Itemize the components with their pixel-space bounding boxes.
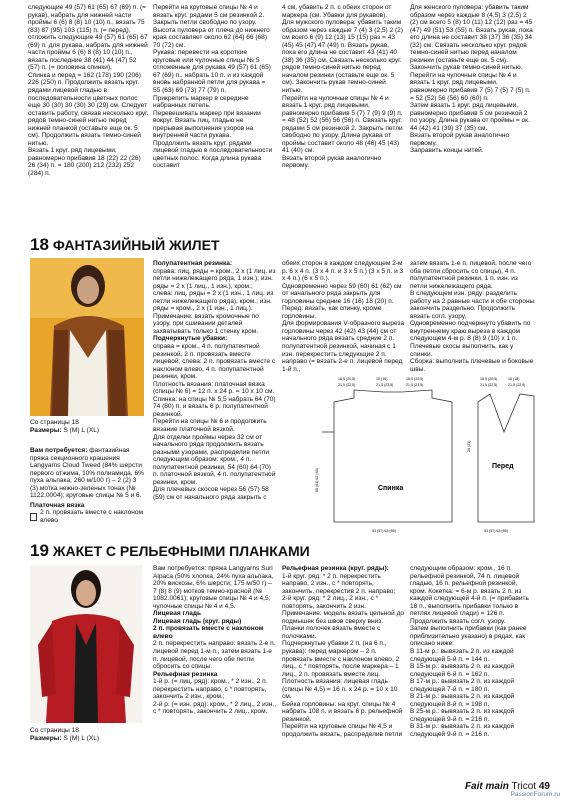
- paragraph: В 25-м р.: вывязать 2 п. из каждой следующей 9-й п. = 216 п.: [410, 708, 515, 723]
- see-page-text: Со страницы 18: [30, 727, 79, 734]
- needs-text: фантазийная пряжа секционного крашения Langyarns Cloud Tweed (84% шерсти первого отжима, 10% полиамида, 6% пуха альпака; 260 м/100 г) – 2 (2) 3 (3) мотка нежно-зеленых тонах (№ 1122.0004); круговые спицы № 5 и 6.: [30, 447, 144, 500]
- dim-label: 21,5 (22,5): [338, 383, 356, 387]
- vest-model-image: [30, 258, 144, 416]
- paragraph: Заправить концы нитей.: [410, 147, 484, 155]
- section-18-heading: [30, 237, 220, 253]
- dim-label: 18,5 (20,5): [406, 377, 424, 381]
- paragraph: Перейти на круговые спицы № 4,5 и продолжить вязать, распределив петли: [282, 723, 403, 739]
- paragraph: Вязать второй рукав аналогично первому.: [282, 154, 382, 170]
- jacket-model-image: [30, 565, 142, 723]
- paragraph: Для отделки проймы через 32 см от начального ряда продолжить вязать разными узорами, распределив петли следующим образом: кром., 4 п. полупатентной резинки, 54 (60) 64 (70) п. платочной вязкой, 4 п. полупатентной резинки, кром.: [153, 433, 276, 486]
- dim-label: 60 (61) 62 (63): [315, 468, 319, 492]
- vest-column-4: [410, 260, 535, 373]
- section-19-heading: [30, 543, 310, 559]
- watermark: PassionForum.ru: [510, 791, 560, 798]
- vest-column-3: [282, 260, 406, 373]
- paragraph: Для формирования V-образного выреза горловины через 42 (42) 43 (44) см от начального ряда вязать средние 2 п. полупатентной резинкой, начиная с 1 изн. перекрестить следующие 2 п. направо (= вязать 2-е п. лицевой перед 1-й п.,: [282, 320, 405, 373]
- paragraph: Перейти на спицы № 6 и продолжить вязание платочной вязкой.: [153, 418, 267, 434]
- paragraph: Сборка: выполнить плечевые и боковые швы.: [410, 358, 534, 373]
- paragraph: Лицевая гладь: [153, 610, 202, 618]
- paragraph: Одновременно через 59 (60) 61 (62) см от начального ряда закрыть для горловины средние 16 (16) 18 (20) п.: [282, 282, 402, 305]
- dim-label: 21,5 (22,5): [480, 383, 498, 387]
- dim-label: 53 (57) 63 (66): [484, 529, 508, 533]
- sizes-label: Размеры:: [30, 735, 62, 742]
- paragraph: Вам потребуется: пряжа Langyarns Suri Alpaca (50% хлопка, 24% пуха альпака, 20% вискозы, 6% шерсти; 175 м/50 г) – 7 (8) 8 (9) мотков темно-красной (№ 1082.0061); круговые спицы № 4 и 4,5; чулочные спицы № 4 и 4,5.: [153, 565, 274, 610]
- jacket-column-3: [410, 565, 535, 739]
- vest-photo: [30, 258, 144, 416]
- paragraph: В 17-м р.: вывязать 2 п. из каждой следующей 7-й п. = 180 п.: [410, 678, 515, 693]
- sizes-label: Размеры:: [30, 427, 62, 434]
- paragraph: Для мужского пуловера: убавить таким образом через каждые 7 (4) 3 (2,5) 2 (2) см всего 6 (9) 12 (13) 15 (15) раз = 43 (45) 45 (47) 47 (49) п. Вязать рукав, пока его длина не составит 43 (41) 40 (38) 36 (35) см. Связать несколько круг. рядов темно-синей нитью перед началом резинки (оставьте еще ок. 5 см). Закончить рукав темно-синей нитью.: [282, 19, 403, 95]
- dim-label: 20 (21): [467, 440, 471, 452]
- needs-label: Вам потребуется:: [30, 447, 88, 454]
- top-column-1: [28, 4, 149, 178]
- paragraph: Перейти на чулочные спицы № 4 и вязать 1 круг. ряд лицевыми, равномерно прибавив 5 (7) 7 (9) 9 (9) п. = 48 (52) 52 (56) 56 (56) п. Связать круг. рядами 5 см резинкой 2. Закрыть петли свободно по узору. Длина рукава от проймы составит около 48 (46) 45 (43) 41 (40) см.: [282, 94, 403, 155]
- paragraph: Высота пуловера от плеча до нижнего края составляет около 62 (64) 66 (68) 70 (72) см.: [153, 26, 270, 49]
- paragraph: Для плечевых скосов через 56 (57) 58 (59) см от начального ряда закрыть с: [153, 486, 269, 501]
- top-column-2: [153, 4, 274, 170]
- paragraph: 4 см, убавить 2 п. с обеих сторон от маркера (см. Убавки для рукавов).: [282, 4, 392, 19]
- section-title: ЖАКЕТ С РЕЛЬЕФНЫМИ ПЛАНКАМИ: [52, 543, 310, 559]
- paragraph: 1-й круг. ряд: * 2 п. перекрестить направо, 2 изн., с * повторять, закончить, перекрестив 2 п. направо;: [282, 572, 396, 595]
- paragraph: Для женского пуловера: убавить таким образом через каждые 8 (4,5) 3 (2,5) 2 (2) см всего 5 (8) 10 (11) 12 (12) раз = 45 (47) 49 (51) 53 (55) п. Вязать рукав, пока его длина не составит 38 (37) 36 (35) 34 (32) см. Связать несколько круг. рядов темно-синей нитью перед началом резинки (оставьте еще ок. 5 см). Закончить рукав темно-синей нитью.: [410, 4, 533, 72]
- dim-label: 21,5 (23,5): [376, 383, 394, 387]
- paragraph: Перед: вязать, как спинку, кроме горловины.: [282, 305, 382, 320]
- paragraph: Перейти на чулочные спицы № 4 и вязать 1 круг. ряд лицевыми, равномерно прибавив 7 (5) 7 (5) 7 (5) п. = 52 (52) 56 (56) 60 (60) п.: [410, 71, 531, 102]
- paragraph: обеих сторон в каждом следующем 2-м р. 6 х 4 п. (3 х 4 п. и 3 х 5 п.) (3 х 5 п. и 3 х 4 п.) (6 х 5 п.).: [282, 260, 404, 283]
- paragraph: затем вязать 1-е п. лицевой, после чего оба петли сбросить со спицы), 4 п. полупатентной резинки, 1 п. изн. из петли нижележащего ряда.: [410, 260, 532, 290]
- paragraph: слева: лиц. ряды = 2 х (1 изн., 1 лиц. из петли нижележащего ряда), кром.; изн. ряды = кром., 2 х (1 изн., 1 лиц.).: [153, 290, 274, 313]
- paragraph: В 11-м р.: вывязать 2 п. из каждой следующей 5-й п. = 144 п.: [410, 648, 514, 663]
- dim-label: 21,5 (23,5): [406, 383, 424, 387]
- back-label: Спинка: [378, 485, 404, 492]
- vest-schematic: [282, 372, 536, 542]
- paragraph: Вязать второй рукав аналогично первому.: [410, 132, 510, 147]
- paragraph: следующие 49 (57) 61 (65) 67 (69) п. (= рукав), набрать для нижней части проймы 6 (6) 8 (8) 10 (10) п., вязать 75 (83) 87 (95) 103 (115) п. (= перед), отложить следующие 49 (57) 61 (65) 67 (69) п. для рукава, набрать для нижней части проймы 6 (6) 8 (8) 10 (10) п., вязать последние 38 (41) 44 (47) 52 (57) п. (= половина спинки).: [28, 4, 148, 72]
- paragraph: В 31-м р.: вывязать 2 п. из каждой следующей 9-й п. = 216 п.: [410, 723, 515, 739]
- legend-text: 2 п. провязать вместе с наклоном влево: [40, 509, 144, 524]
- paragraph: В 15-м р.: вывязать 2 п. из каждой следующей 6-й п. = 162 п.: [410, 663, 515, 678]
- dim-label: 18,5 (20,5): [338, 377, 356, 381]
- vest-caption: [30, 419, 144, 435]
- paragraph: В следующем изн. ряду: разделить работу на 2 равные части и обе стороны закончить раздельно. Продолжить вязать согл. узору.: [410, 290, 535, 320]
- paragraph: Перейти на круговые спицы № 4 и вязать круг. рядами 5 см резинкой 2. Закрыть петли свободно по узору.: [153, 4, 265, 27]
- paragraph: Примечание: модель вязать цельной до подмышек без швов сверху вниз. Планки полочек вязать вместе с полочками.: [282, 610, 405, 640]
- top-column-4: [410, 4, 535, 155]
- paragraph: В 21-м р.: вывязать 2 п. из каждой следующей 8-й п. = 198 п.: [410, 693, 515, 708]
- jacket-column-1: [153, 565, 277, 716]
- page-number: 49: [538, 781, 550, 792]
- dim-label: 21,5 (22,5): [508, 383, 526, 387]
- sizes-value: S (M) L (XL): [63, 427, 100, 434]
- paragraph: Прикрепить маркер в середине набранных петель.: [153, 94, 249, 110]
- paragraph: 2 п. перекрестить направо: вязать 2-е п. лицевой перед 1-м п., затем вязать 1-е п. лицевой, после чего обе петли сбросить со спицы.: [153, 640, 276, 671]
- vest-column-2: [153, 260, 277, 502]
- paragraph: Спинка: на спицы № 5,5 набрать 64 (70) 74 (80) п. и вязать 6 р. полупатентной резинкой.: [153, 395, 276, 418]
- jacket-photo: [30, 565, 142, 723]
- paragraph: следующим образом: кром., 16 п. рельефной резинкой, 74 п. лицевой гладью, 16 п. рельефной резинкой, кром. Кокетка: = 6-м р. вязать 2 п. из каждой следующей 4-й п. (= прибавить 18 п., выполнить прибавки только в петлях лицевой глади) = 126 п. Продолжить вязать согл. узору.: [410, 565, 529, 625]
- back-piece-diagram: [322, 390, 452, 522]
- magazine-name: Tricot: [511, 781, 537, 792]
- front-label: Перед: [492, 463, 514, 470]
- paragraph: Затем вязать 1 круг. ряд лицевыми, равномерно прибавив 5 см резинкой 2 по узору. Длина рукава от проймы = ок. 44 (42) 41 (39) 37 (35) см.: [410, 102, 530, 132]
- paragraph: Затем выполнить прибавки (как ранее приблизительно указано) в рядах, как описано ниже:: [410, 625, 527, 648]
- paragraph: Примечание: вязать кромочные по узору, при сшивании деталей захватывать только 1 стенку кром.: [153, 312, 259, 335]
- jacket-column-2: [282, 565, 406, 739]
- vest-materials: [30, 447, 144, 524]
- paragraph: Спинка и перед = 162 (178) 190 (206) 226 (250) п. Продолжить вязать круг. рядами лицевой гладью в последовательности цветных полос еще 30 (30) 30 (30) 30 (29) см. Следует оставить работу, связав несколько круг. рядов темно-синей нитью перед нижней планкой (оставьте еще ок. 5 см). Продолжить вязать темно-синей нитью.: [28, 71, 149, 147]
- paragraph: Полупатентная резинка:: [153, 260, 233, 267]
- legend-square-icon: [30, 513, 37, 521]
- paragraph: Плечевые скосы выполнить, как у спинки.: [410, 343, 514, 358]
- dim-label: 53 (57) 63 (66): [372, 529, 396, 533]
- sizes-value: S (M) L (XL): [63, 735, 100, 742]
- paragraph: Плотность вязания: платочная вязка (спицы № 6) = 12 п. х 24 р. = 10 х 10 см.: [153, 380, 275, 396]
- paragraph: Вязать 1 круг. ряд лицевыми, равномерно прибавив 18 (22) 22 (26) 26 (34) п. = 180 (200) 212 (232) 252 (284) п.: [28, 147, 141, 178]
- front-piece-diagram: [478, 394, 534, 522]
- stitch-label: Платочная вязка: [30, 501, 85, 509]
- paragraph: Рельефная резинка (круг. ряды):: [282, 565, 389, 572]
- paragraph: Одновременно подчеркнуто убавить по внутреннему краю выреза в каждом следующем 4-м р. 8 (8) 9 (10) х 1 п.: [410, 320, 531, 343]
- paragraph: Перевешивать маркер при вязании вокруг. Вязать лиц. гладью не прерывая выполнения узоров на внутренней части рукава.: [153, 109, 261, 140]
- section-title: ФАНТАЗИЙНЫЙ ЖИЛЕТ: [52, 237, 220, 253]
- paragraph: 1-й р. (= лиц. ряд): кром., * 2 изн., 2 п. перекрестить направо, с * повторять, закончить 2 изн., кром.;: [153, 678, 268, 701]
- paragraph: Подчеркнутые убавки:: [153, 335, 228, 343]
- paragraph: Рельефная резинка: [153, 670, 218, 678]
- paragraph: 2-й р. (= изн. ряд): кром., * 2 лиц., 2 изн., с * повторять, закончить 2 лиц., кром.: [153, 700, 277, 716]
- section-number: 18: [30, 235, 49, 254]
- paragraph: справа = кром., 4 п. полупатентной резинкой, 2 п. провязать вместе лицевой; слева: 2 п. провязать вместе с наклоном влево, 4 п. полупатентной резинки, кром.: [153, 343, 276, 381]
- paragraph: Продолжить вязать круг. рядами лицевой гладью в последовательности цветных полос. Когда длина рукава составит: [153, 139, 273, 170]
- paragraph: 2-й круг. ряд: * 2 лиц., 2 изн., с * повторять, закончить 2 изн.: [282, 595, 379, 610]
- paragraph: Лицевая гладь (круг. ряды): [153, 617, 242, 625]
- paragraph: Подчеркнутые убавки 2 п. (на 6 п., рукава): перед маркером – 2 п. провязать вместе с наклоном влево, 2 лиц., с * повторять, после маркера – 1 лиц., 2 п. провязать вместе лиц.: [282, 640, 400, 678]
- paragraph: Бейка горловины: на круг. спицы № 4 набрать 108 п. и вязать 6 р. рельефной резинкой.: [282, 700, 403, 723]
- section-number: 19: [30, 541, 49, 560]
- paragraph: Плотность вязания: лицевая гладь (спицы № 4,5) = 16 п. х 24 р. = 10 х 10 см.: [282, 678, 398, 701]
- see-page-text: Со страницы 18: [30, 419, 79, 426]
- top-column-3: [282, 4, 403, 170]
- paragraph: Рукава: перевести на короткие круговые или чулочные спицы № 5 отложенные для рукава 49 (57) 61 (65) 67 (69) п., набрать 10 п. и из каждой вновь набранной петли для рукава = 55 (63) 69 (73) 77 (79) п.: [153, 49, 271, 95]
- paragraph: справа: лиц. ряды = кром., 2 х (1 лиц. из петли нижележащего ряда, 1 изн.); изн. ряды = 2 х (1 лиц., 1 изн.), кром.;: [153, 267, 276, 290]
- paragraph: 2 п. провязать вместе с наклоном влево: [153, 625, 264, 640]
- jacket-caption: [30, 727, 142, 743]
- dim-label: 16 (18): [508, 377, 520, 381]
- dim-label: 15 (16): [376, 377, 388, 381]
- magazine-brand: Fait main: [464, 781, 509, 792]
- dim-label: 18,5 (20,5): [480, 377, 498, 381]
